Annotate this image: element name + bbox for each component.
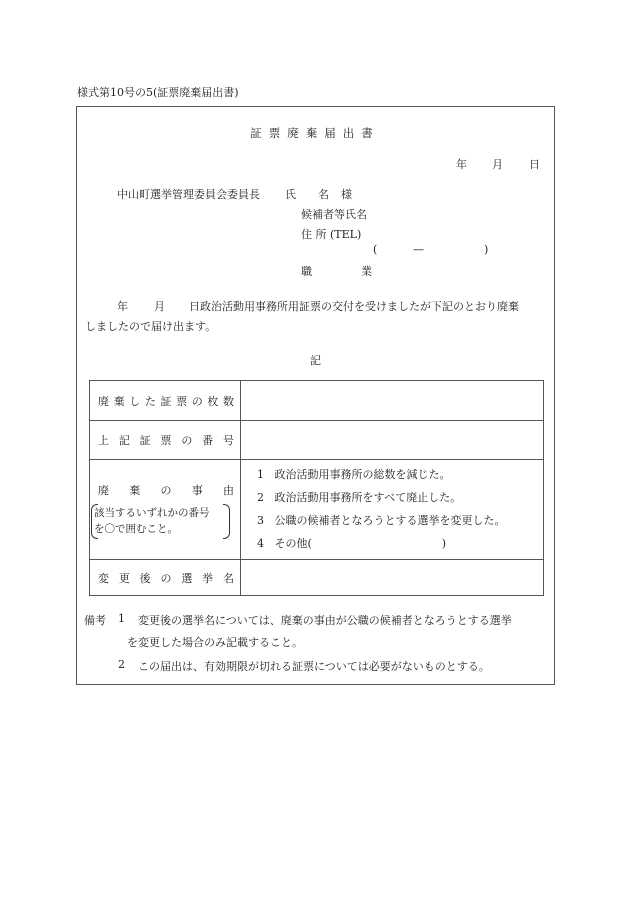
form-title: 証票廃棄届出書 (250, 126, 380, 140)
reason-option-3[interactable]: 3 公職の候補者となろうとする選挙を変更した。 (257, 514, 506, 527)
reason-hint-1: 該当するいずれかの番号 (94, 507, 210, 519)
occupation-label-1: 職 (301, 265, 312, 278)
number-label: 上記証票の番号 (98, 434, 234, 447)
note-2-line-1: この届出は、有効期限が切れる証票については必要がないものとする。 (138, 660, 490, 673)
name-label-1: 氏 (285, 188, 296, 201)
date-month: 月 (492, 158, 503, 171)
ki-label: 記 (310, 354, 321, 367)
body-year: 年 (117, 300, 128, 313)
right-bracket (223, 504, 230, 539)
candidate-label: 候補者等氏名 (301, 208, 367, 221)
election-label: 変更後の選挙名 (98, 571, 234, 585)
name-label-2: 名 (318, 188, 329, 201)
date-day: 日 (529, 158, 540, 171)
count-value-cell[interactable] (241, 381, 544, 421)
reason-other-close: ) (441, 537, 447, 550)
reason-hint-2: を〇で囲むこと。 (94, 523, 178, 535)
number-value-cell[interactable] (241, 421, 544, 460)
election-label-cell (90, 560, 241, 596)
record-table (89, 380, 544, 596)
reason-option-4[interactable]: 4 その他( ) (257, 537, 447, 550)
reason-hint-bracket (91, 504, 234, 537)
tel-dash: — (413, 243, 424, 256)
count-label-cell (90, 381, 241, 421)
body-month: 月 (154, 300, 165, 313)
table-row (90, 421, 544, 460)
tel-open: ( (373, 243, 378, 256)
note-1-line-2: を変更した場合のみ記載すること。 (127, 636, 303, 649)
table-row (90, 560, 544, 596)
number-label-cell (90, 421, 241, 460)
count-label: 廃棄した証票の枚数 (98, 394, 234, 408)
table-row (90, 381, 544, 421)
occupation-label-2: 業 (361, 265, 372, 278)
reason-label: 廃棄の事由 (98, 484, 234, 497)
honorific: 様 (341, 188, 352, 201)
note-2-num: 2 (118, 658, 125, 671)
addressee: 中山町選挙管理委員会委員長 (117, 188, 260, 201)
form-label: 様式第10号の5(証票廃棄届出書) (77, 86, 239, 99)
election-value-cell[interactable] (241, 560, 544, 596)
notes-heading: 備考 (84, 614, 106, 627)
reason-option-1[interactable]: 1 政治活動用事務所の総数を減じた。 (257, 468, 451, 481)
body-line-1: 日政治活動用事務所用証票の交付を受けましたが下記のとおり廃棄 (189, 300, 519, 313)
reason-option-2[interactable]: 2 政治活動用事務所をすべて廃止した。 (257, 491, 462, 504)
note-1-num: 1 (118, 612, 125, 625)
reason-options-cell[interactable] (241, 460, 544, 560)
address-label: 住 所 (TEL) (301, 228, 362, 241)
body-line-2: しましたので届け出ます。 (85, 320, 217, 333)
note-1-line-1: 変更後の選挙名については、廃棄の事由が公職の候補者となろうとする選挙 (138, 614, 512, 627)
date-year: 年 (456, 158, 467, 171)
tel-close: ) (484, 243, 489, 256)
